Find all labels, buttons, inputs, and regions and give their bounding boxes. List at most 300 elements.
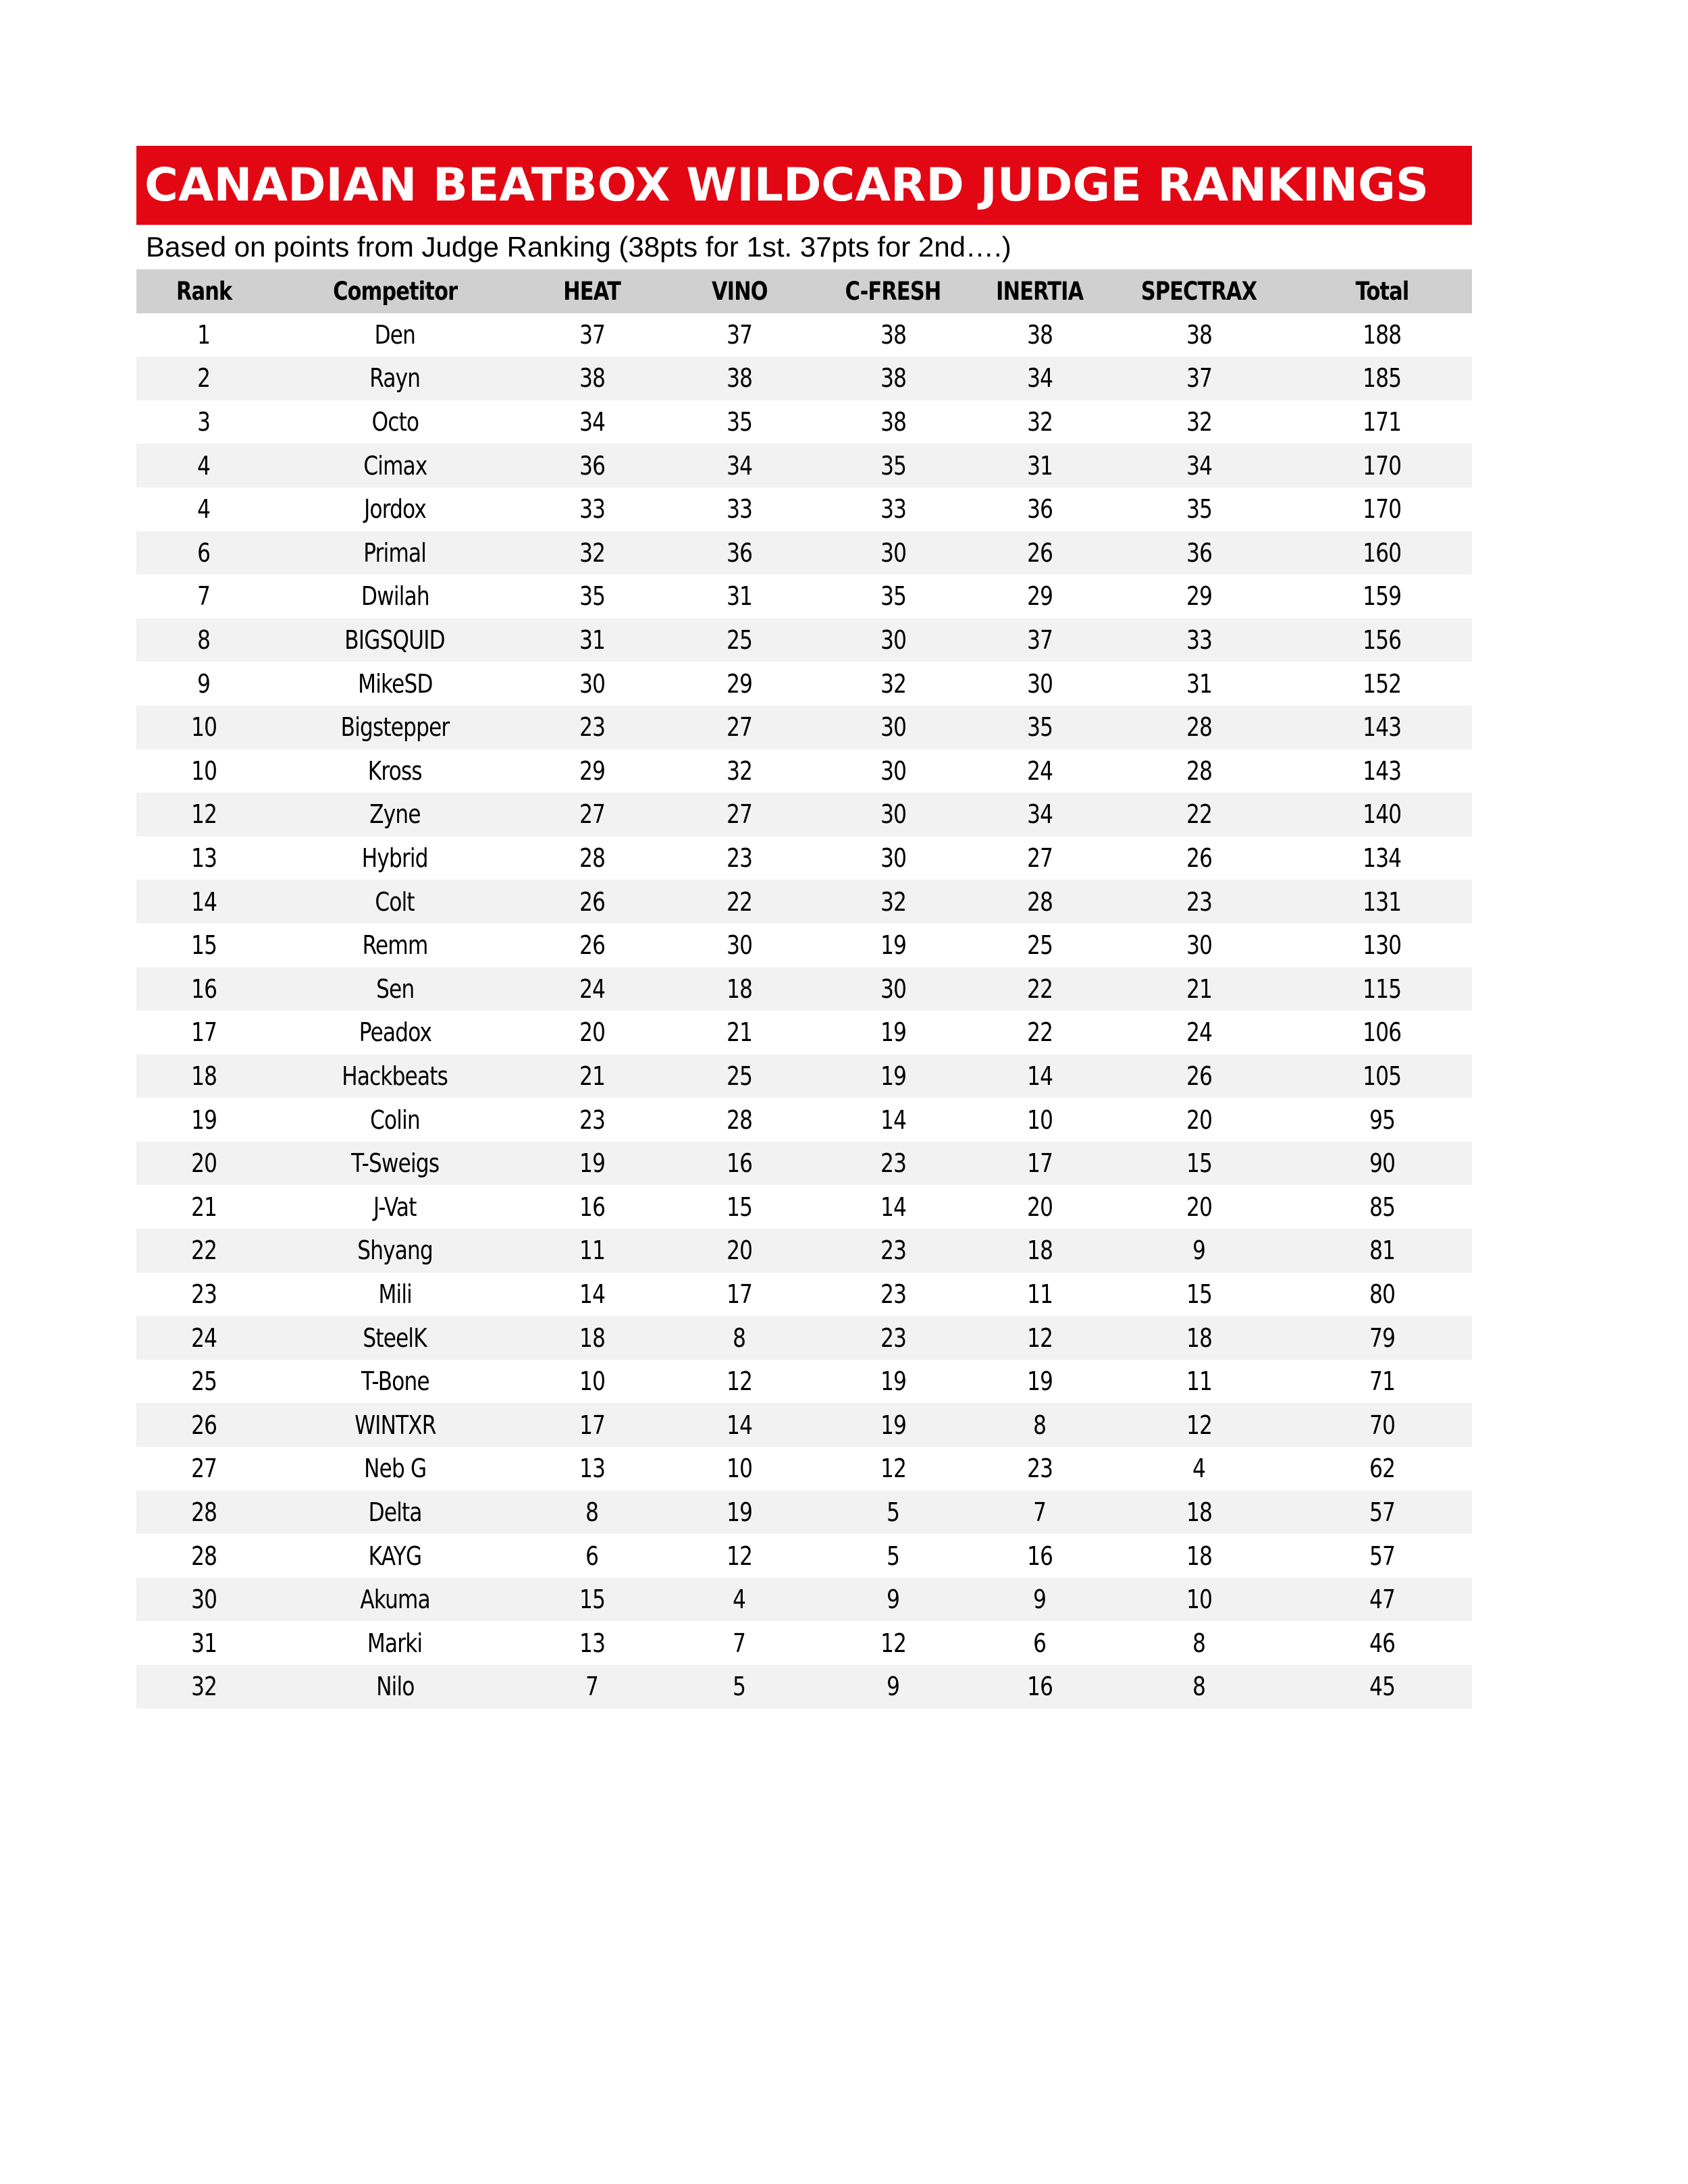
total-cell-value: 160 xyxy=(1363,537,1402,568)
inertia-cell xyxy=(974,705,1106,749)
rank-cell xyxy=(136,1273,271,1316)
title-banner xyxy=(136,146,1472,225)
heat-cell xyxy=(519,400,666,444)
cfresh-cell-value: 19 xyxy=(880,1366,906,1397)
table-row xyxy=(136,618,1472,662)
rank-cell xyxy=(136,1578,271,1622)
total-cell xyxy=(1292,1229,1472,1273)
spectrax-cell xyxy=(1106,967,1292,1011)
rank-cell-value: 18 xyxy=(190,1061,217,1091)
vino-cell xyxy=(666,1142,813,1186)
competitor-cell-value: Hybrid xyxy=(362,843,428,874)
rankings-table xyxy=(136,269,1472,1709)
vino-cell xyxy=(666,487,813,531)
competitor-cell xyxy=(271,1229,519,1273)
total-cell-value: 90 xyxy=(1369,1148,1395,1179)
cfresh-cell xyxy=(813,1185,974,1229)
vino-cell-value: 22 xyxy=(726,886,752,917)
spectrax-cell-value: 36 xyxy=(1186,537,1212,568)
cfresh-cell-value: 12 xyxy=(880,1454,906,1484)
cfresh-cell-value: 38 xyxy=(880,363,906,394)
heat-cell-value: 33 xyxy=(579,494,605,525)
inertia-cell-value: 34 xyxy=(1026,363,1053,394)
spectrax-cell-value: 20 xyxy=(1186,1104,1212,1135)
inertia-cell-value: 30 xyxy=(1026,668,1053,699)
inertia-cell xyxy=(974,924,1106,967)
rank-cell-value: 21 xyxy=(190,1192,217,1222)
heat-cell-value: 31 xyxy=(579,625,605,656)
competitor-cell-value: Neb G xyxy=(363,1454,427,1484)
total-cell-value: 47 xyxy=(1369,1584,1395,1615)
spectrax-cell-value: 34 xyxy=(1186,450,1212,481)
heat-cell-value: 11 xyxy=(579,1235,605,1266)
spectrax-cell xyxy=(1106,1316,1292,1360)
cfresh-cell-value: 30 xyxy=(880,974,906,1004)
heat-cell-value: 13 xyxy=(579,1454,605,1484)
rank-cell-value: 13 xyxy=(190,843,217,874)
cfresh-cell xyxy=(813,1055,974,1098)
vino-cell xyxy=(666,1316,813,1360)
vino-cell-value: 29 xyxy=(726,668,752,699)
total-cell xyxy=(1292,444,1472,487)
vino-cell xyxy=(666,1447,813,1491)
competitor-cell-value: Delta xyxy=(368,1497,422,1527)
heat-cell-value: 8 xyxy=(585,1497,599,1527)
table-row xyxy=(136,924,1472,967)
spectrax-cell-value: 21 xyxy=(1186,974,1212,1004)
total-cell-value: 105 xyxy=(1363,1061,1402,1091)
rank-cell-value: 8 xyxy=(197,625,211,656)
rankings-sheet xyxy=(136,146,1472,1709)
vino-cell xyxy=(666,1665,813,1709)
heat-cell xyxy=(519,1534,666,1578)
rank-cell xyxy=(136,1491,271,1535)
inertia-cell-value: 38 xyxy=(1026,319,1053,350)
competitor-cell-value: Colt xyxy=(375,886,415,917)
competitor-cell-value: Remm xyxy=(362,930,428,961)
vino-cell xyxy=(666,1098,813,1142)
spectrax-cell-value: 37 xyxy=(1186,363,1212,394)
spectrax-cell xyxy=(1106,618,1292,662)
vino-cell-value: 27 xyxy=(726,712,752,743)
table-row xyxy=(136,1621,1472,1665)
rank-cell xyxy=(136,924,271,967)
rank-cell xyxy=(136,1142,271,1186)
total-cell xyxy=(1292,1665,1472,1709)
vino-cell xyxy=(666,1403,813,1447)
inertia-cell xyxy=(974,400,1106,444)
vino-cell-value: 19 xyxy=(726,1497,752,1527)
table-row xyxy=(136,1316,1472,1360)
rank-cell-value: 17 xyxy=(190,1017,217,1048)
total-cell xyxy=(1292,1055,1472,1098)
cfresh-cell-value: 14 xyxy=(880,1104,906,1135)
heat-cell xyxy=(519,1621,666,1665)
vino-cell-value: 38 xyxy=(726,363,752,394)
heat-cell-value: 6 xyxy=(585,1541,599,1571)
competitor-cell xyxy=(271,967,519,1011)
vino-cell xyxy=(666,575,813,618)
total-cell xyxy=(1292,1316,1472,1360)
cfresh-cell-value: 30 xyxy=(880,755,906,786)
total-cell-value: 95 xyxy=(1369,1104,1395,1135)
vino-cell xyxy=(666,1273,813,1316)
spectrax-cell xyxy=(1106,1491,1292,1535)
competitor-cell xyxy=(271,1316,519,1360)
cfresh-cell xyxy=(813,400,974,444)
table-row xyxy=(136,1447,1472,1491)
rank-cell-value: 27 xyxy=(190,1454,217,1484)
vino-cell xyxy=(666,1011,813,1055)
inertia-cell-value: 7 xyxy=(1033,1497,1047,1527)
rank-cell-value: 16 xyxy=(190,974,217,1004)
rank-cell-value: 4 xyxy=(197,450,211,481)
inertia-cell xyxy=(974,1142,1106,1186)
table-row xyxy=(136,705,1472,749)
vino-cell-value: 14 xyxy=(726,1410,752,1440)
total-cell xyxy=(1292,793,1472,836)
heat-cell xyxy=(519,1578,666,1622)
inertia-cell xyxy=(974,880,1106,924)
vino-cell xyxy=(666,1534,813,1578)
rank-cell xyxy=(136,444,271,487)
vino-cell xyxy=(666,531,813,575)
heat-cell-value: 10 xyxy=(579,1366,605,1397)
total-cell-value: 156 xyxy=(1363,625,1402,656)
cfresh-cell xyxy=(813,749,974,793)
page-title: CANADIAN BEATBOX WILDCARD JUDGE RANKINGS xyxy=(144,159,1429,212)
vino-cell xyxy=(666,618,813,662)
cfresh-cell-value: 19 xyxy=(880,930,906,961)
total-cell xyxy=(1292,967,1472,1011)
spectrax-cell-value: 18 xyxy=(1186,1323,1212,1353)
total-cell-value: 131 xyxy=(1363,886,1402,917)
heat-cell xyxy=(519,1011,666,1055)
heat-cell-value: 26 xyxy=(579,886,605,917)
total-cell xyxy=(1292,749,1472,793)
spectrax-cell-value: 31 xyxy=(1186,668,1212,699)
total-cell-value: 57 xyxy=(1369,1497,1395,1527)
rank-cell-value: 23 xyxy=(190,1279,217,1309)
spectrax-cell xyxy=(1106,836,1292,880)
cfresh-cell xyxy=(813,793,974,836)
heat-cell-value: 20 xyxy=(579,1017,605,1048)
total-cell xyxy=(1292,1011,1472,1055)
vino-cell xyxy=(666,749,813,793)
rank-cell-value: 4 xyxy=(197,494,211,525)
rank-cell xyxy=(136,1011,271,1055)
heat-cell xyxy=(519,356,666,400)
spectrax-cell-value: 11 xyxy=(1186,1366,1212,1397)
cfresh-cell xyxy=(813,967,974,1011)
inertia-cell xyxy=(974,1447,1106,1491)
heat-cell-value: 14 xyxy=(579,1279,605,1309)
cfresh-cell xyxy=(813,1665,974,1709)
spectrax-cell xyxy=(1106,662,1292,705)
table-row xyxy=(136,1055,1472,1098)
heat-cell-value: 7 xyxy=(585,1672,599,1702)
total-cell-value: 45 xyxy=(1369,1672,1395,1702)
header-total xyxy=(1292,269,1472,313)
rank-cell-value: 9 xyxy=(197,668,211,699)
total-cell-value: 188 xyxy=(1363,319,1402,350)
spectrax-cell xyxy=(1106,487,1292,531)
cfresh-cell xyxy=(813,531,974,575)
spectrax-cell xyxy=(1106,1447,1292,1491)
table-row xyxy=(136,313,1472,357)
spectrax-cell-value: 20 xyxy=(1186,1192,1212,1222)
cfresh-cell xyxy=(813,1491,974,1535)
inertia-cell xyxy=(974,618,1106,662)
cfresh-cell xyxy=(813,705,974,749)
header-spectrax xyxy=(1106,269,1292,313)
inertia-cell-value: 31 xyxy=(1026,450,1053,481)
total-cell xyxy=(1292,705,1472,749)
competitor-cell-value: Marki xyxy=(367,1628,423,1658)
vino-cell-value: 32 xyxy=(726,755,752,786)
competitor-cell-value: Dwilah xyxy=(361,581,429,612)
competitor-cell xyxy=(271,356,519,400)
rank-cell xyxy=(136,1360,271,1404)
heat-cell xyxy=(519,444,666,487)
inertia-cell-value: 25 xyxy=(1026,930,1053,961)
cfresh-cell xyxy=(813,880,974,924)
spectrax-cell-value: 23 xyxy=(1186,886,1212,917)
total-cell-value: 70 xyxy=(1369,1410,1395,1440)
competitor-cell-value: Cimax xyxy=(363,450,427,481)
total-cell-value: 80 xyxy=(1369,1279,1395,1309)
heat-cell-value: 23 xyxy=(579,1104,605,1135)
vino-cell-value: 12 xyxy=(726,1366,752,1397)
total-cell xyxy=(1292,1142,1472,1186)
inertia-cell xyxy=(974,1403,1106,1447)
rank-cell xyxy=(136,531,271,575)
rank-cell-value: 7 xyxy=(197,581,211,612)
heat-cell xyxy=(519,1491,666,1535)
competitor-cell xyxy=(271,836,519,880)
competitor-cell xyxy=(271,705,519,749)
cfresh-cell xyxy=(813,1447,974,1491)
total-cell xyxy=(1292,880,1472,924)
total-cell-value: 130 xyxy=(1363,930,1402,961)
competitor-cell xyxy=(271,313,519,357)
competitor-cell-value: BIGSQUID xyxy=(344,625,446,656)
spectrax-cell-value: 15 xyxy=(1186,1148,1212,1179)
heat-cell-value: 34 xyxy=(579,407,605,437)
total-cell xyxy=(1292,531,1472,575)
competitor-cell xyxy=(271,749,519,793)
table-row xyxy=(136,444,1472,487)
spectrax-cell xyxy=(1106,1534,1292,1578)
table-row xyxy=(136,1229,1472,1273)
cfresh-cell-value: 30 xyxy=(880,712,906,743)
cfresh-cell xyxy=(813,1534,974,1578)
competitor-cell xyxy=(271,487,519,531)
rank-cell-value: 28 xyxy=(190,1541,217,1571)
inertia-cell xyxy=(974,444,1106,487)
competitor-cell-value: Sen xyxy=(375,974,415,1004)
vino-cell xyxy=(666,1578,813,1622)
heat-cell xyxy=(519,749,666,793)
rank-cell-value: 19 xyxy=(190,1104,217,1135)
rank-cell xyxy=(136,1534,271,1578)
inertia-cell-value: 17 xyxy=(1026,1148,1053,1179)
heat-cell xyxy=(519,487,666,531)
total-cell xyxy=(1292,400,1472,444)
cfresh-cell-value: 32 xyxy=(880,886,906,917)
table-row xyxy=(136,575,1472,618)
total-cell xyxy=(1292,1098,1472,1142)
rank-cell-value: 6 xyxy=(197,537,211,568)
inertia-cell xyxy=(974,1229,1106,1273)
rank-cell-value: 22 xyxy=(190,1235,217,1266)
vino-cell xyxy=(666,880,813,924)
vino-cell-value: 18 xyxy=(726,974,752,1004)
competitor-cell-value: SteelK xyxy=(363,1323,427,1353)
vino-cell-value: 8 xyxy=(733,1323,746,1353)
heat-cell xyxy=(519,1447,666,1491)
spectrax-cell xyxy=(1106,1055,1292,1098)
total-cell xyxy=(1292,1403,1472,1447)
inertia-cell xyxy=(974,487,1106,531)
inertia-cell-value: 35 xyxy=(1026,712,1053,743)
rank-cell xyxy=(136,880,271,924)
inertia-cell-value: 9 xyxy=(1033,1584,1047,1615)
spectrax-cell-value: 33 xyxy=(1186,625,1212,656)
vino-cell-value: 17 xyxy=(726,1279,752,1309)
competitor-cell xyxy=(271,1360,519,1404)
table-row xyxy=(136,1491,1472,1535)
cfresh-cell xyxy=(813,1011,974,1055)
heat-cell xyxy=(519,1055,666,1098)
spectrax-cell-value: 38 xyxy=(1186,319,1212,350)
spectrax-cell xyxy=(1106,1142,1292,1186)
table-row xyxy=(136,1578,1472,1622)
total-cell-value: 152 xyxy=(1363,668,1402,699)
spectrax-cell xyxy=(1106,1185,1292,1229)
spectrax-cell-value: 10 xyxy=(1186,1584,1212,1615)
rank-cell xyxy=(136,1316,271,1360)
vino-cell xyxy=(666,1229,813,1273)
table-row xyxy=(136,1534,1472,1578)
total-cell-value: 57 xyxy=(1369,1541,1395,1571)
vino-cell-value: 10 xyxy=(726,1454,752,1484)
rank-cell-value: 15 xyxy=(190,930,217,961)
rank-cell xyxy=(136,618,271,662)
heat-cell-value: 16 xyxy=(579,1192,605,1222)
cfresh-cell xyxy=(813,1229,974,1273)
spectrax-cell-value: 26 xyxy=(1186,1061,1212,1091)
heat-cell-value: 17 xyxy=(579,1410,605,1440)
rank-cell xyxy=(136,705,271,749)
inertia-cell-value: 8 xyxy=(1033,1410,1047,1440)
spectrax-cell xyxy=(1106,880,1292,924)
competitor-cell xyxy=(271,924,519,967)
competitor-cell xyxy=(271,1491,519,1535)
header-row xyxy=(136,269,1472,313)
competitor-cell xyxy=(271,618,519,662)
cfresh-cell-value: 5 xyxy=(887,1541,900,1571)
table-row xyxy=(136,356,1472,400)
competitor-cell xyxy=(271,1185,519,1229)
heat-cell xyxy=(519,1403,666,1447)
inertia-cell-value: 29 xyxy=(1026,581,1053,612)
total-cell-value: 106 xyxy=(1363,1017,1402,1048)
total-cell xyxy=(1292,1621,1472,1665)
vino-cell xyxy=(666,836,813,880)
total-cell xyxy=(1292,1273,1472,1316)
table-row xyxy=(136,967,1472,1011)
vino-cell-value: 33 xyxy=(726,494,752,525)
cfresh-cell xyxy=(813,1273,974,1316)
table-row xyxy=(136,793,1472,836)
total-cell xyxy=(1292,836,1472,880)
table-row xyxy=(136,1142,1472,1186)
table-row xyxy=(136,400,1472,444)
heat-cell xyxy=(519,1098,666,1142)
header-inertia xyxy=(974,269,1106,313)
spectrax-cell xyxy=(1106,444,1292,487)
cfresh-cell xyxy=(813,836,974,880)
cfresh-cell xyxy=(813,1578,974,1622)
rank-cell-value: 20 xyxy=(190,1148,217,1179)
table-row xyxy=(136,662,1472,705)
heat-cell xyxy=(519,1360,666,1404)
heat-cell xyxy=(519,880,666,924)
rank-cell xyxy=(136,793,271,836)
competitor-cell-value: Zyne xyxy=(369,799,421,830)
cfresh-cell-value: 19 xyxy=(880,1017,906,1048)
vino-cell-value: 15 xyxy=(726,1192,752,1222)
cfresh-cell-value: 9 xyxy=(887,1672,900,1702)
cfresh-cell-value: 5 xyxy=(887,1497,900,1527)
rank-cell-value: 31 xyxy=(190,1628,217,1658)
competitor-cell-value: Rayn xyxy=(369,363,421,394)
heat-cell-value: 35 xyxy=(579,581,605,612)
inertia-cell-value: 10 xyxy=(1026,1104,1053,1135)
heat-cell xyxy=(519,793,666,836)
cfresh-cell xyxy=(813,618,974,662)
inertia-cell xyxy=(974,1316,1106,1360)
vino-cell-value: 30 xyxy=(726,930,752,961)
total-cell xyxy=(1292,1534,1472,1578)
rank-cell-value: 3 xyxy=(197,407,211,437)
header-rank xyxy=(136,269,271,313)
cfresh-cell xyxy=(813,662,974,705)
spectrax-cell xyxy=(1106,924,1292,967)
inertia-cell-value: 36 xyxy=(1026,494,1053,525)
vino-cell xyxy=(666,313,813,357)
cfresh-cell-value: 35 xyxy=(880,450,906,481)
cfresh-cell-value: 30 xyxy=(880,625,906,656)
vino-cell xyxy=(666,1185,813,1229)
competitor-cell xyxy=(271,1665,519,1709)
total-cell-value: 46 xyxy=(1369,1628,1395,1658)
inertia-cell xyxy=(974,1491,1106,1535)
heat-cell-value: 37 xyxy=(579,319,605,350)
inertia-cell-value: 22 xyxy=(1026,1017,1053,1048)
cfresh-cell-value: 30 xyxy=(880,537,906,568)
vino-cell-value: 36 xyxy=(726,537,752,568)
spectrax-cell xyxy=(1106,1360,1292,1404)
total-cell-value: 170 xyxy=(1363,450,1402,481)
inertia-cell-value: 27 xyxy=(1026,843,1053,874)
rank-cell-value: 14 xyxy=(190,886,217,917)
table-row xyxy=(136,749,1472,793)
total-cell-value: 143 xyxy=(1363,755,1402,786)
competitor-cell xyxy=(271,1098,519,1142)
cfresh-cell-value: 30 xyxy=(880,799,906,830)
